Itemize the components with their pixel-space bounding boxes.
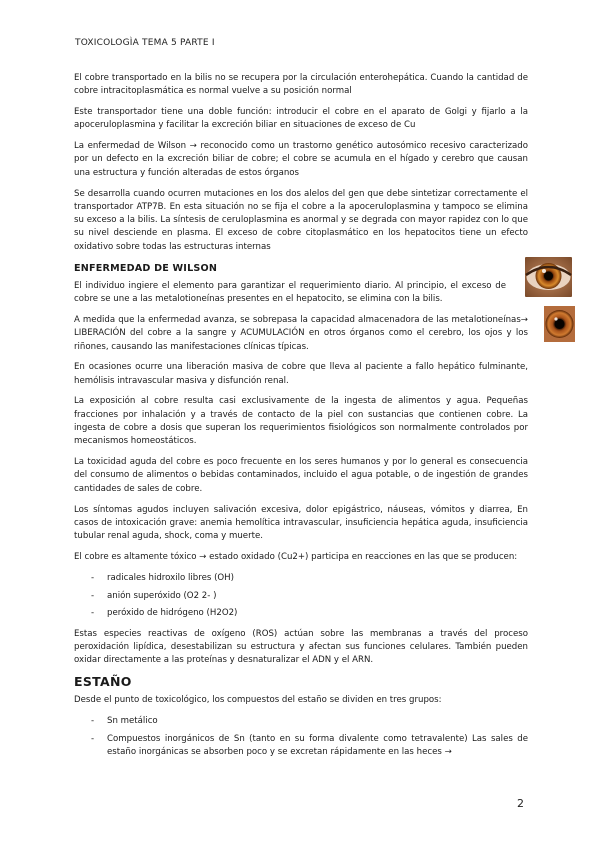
paragraph: El cobre transportado en la bilis no se recupera por la circulación enterohepática. Cuando la cantidad de cobre intracitoplasmática es normal vuelve a su posición normal xyxy=(74,73,528,97)
section-heading-wilson: ENFERMEDAD DE WILSON xyxy=(74,262,218,274)
paragraph: A medida que la enfermedad avanza, se sobrepasa la capacidad almacenadora de las metalotioneínas→ LIBERACIÓN del cobre a la sangre y ACUMULACIÓN en otros órganos como el cerebro, los ojos y los riñones, causando las manifestaciones clínicas típicas. xyxy=(74,314,528,352)
paragraph: En ocasiones ocurre una liberación masiva de cobre que lleva al paciente a fallo hepático fulminante, hemólisis intravascular masiva y disfunción renal. xyxy=(74,362,528,386)
list-bullet: - xyxy=(91,572,95,583)
paragraph: La exposición al cobre resulta casi exclusivamente de la ingesta de alimentos y agua. Pequeñas fracciones por inhalación y a través de contacto de la piel con sustancias que contienen cobre. La ingesta de cobre a dosis que superan los requerimientos fisiológicos son normalmente controlados por mecanismos homeostáticos. xyxy=(74,396,528,447)
list-bullet: - xyxy=(91,608,95,619)
list-bullet: - xyxy=(91,590,95,601)
ros-list xyxy=(74,572,528,621)
paragraph: El cobre es altamente tóxico → estado oxidado (Cu2+) participa en reacciones en las que se producen: xyxy=(74,551,518,562)
paragraph: La toxicidad aguda del cobre es poco frecuente en los seres humanos y por lo general es consecuencia del consumo de alimentos o bebidas contaminados, incluido el agua potable, o de ingestión de grandes cantidades de sales de cobre. xyxy=(74,457,528,494)
list-bullet: - xyxy=(91,716,95,727)
list-item: - Sn metálico xyxy=(74,715,528,728)
page-number: 2 xyxy=(517,797,524,810)
paragraph: El individuo ingiere el elemento para garantizar el requerimiento diario. Al principio, el exceso de cobre se une a las metalotioneínas presentes en el hepatocito, se elimina con la bilis. xyxy=(74,280,506,305)
eye-photo-icon xyxy=(525,257,572,297)
page-header: TOXICOLOGÌA TEMA 5 PARTE I xyxy=(75,38,215,48)
eye-photo-icon xyxy=(544,306,575,342)
paragraph: Los síntomas agudos incluyen salivación excesiva, dolor epigástrico, náuseas, vómitos y diarrea, En casos de intoxicación grave: anemia hemolítica intravascular, insuficiencia hepática aguda, insuficiencia tubular renal aguda, shock, coma y muerte. xyxy=(74,504,528,542)
list-bullet: - xyxy=(91,734,95,745)
section-heading-estano: ESTAÑO xyxy=(74,674,132,690)
paragraph: Este transportador tiene una doble función: introducir el cobre en el aparato de Golgi y fijarlo a la apoceruloplasmina y facilitar la excreción biliar en situaciones de exceso de Cu xyxy=(74,107,528,131)
list-item: - radicales hidroxilo libres (OH) xyxy=(74,572,528,585)
paragraph: Estas especies reactivas de oxígeno (ROS) actúan sobre las membranas a través del proceso peroxidación lipídica, desestabilizan su estructura y afectan sus funciones celulares. También pueden oxidar directamente a las proteínas y desnaturalizar el ADN y el ARN. xyxy=(74,628,528,666)
tin-groups-list xyxy=(74,715,528,759)
paragraph: La enfermedad de Wilson → reconocido como un trastorno genético autosómico recesivo caracterizado por un defecto en la excreción biliar de cobre; el cobre se acumula en el hígado y cerebro que causan una estructura y función alteradas de estos órganos xyxy=(74,141,528,178)
paragraph: Se desarrolla cuando ocurren mutaciones en los dos alelos del gen que debe sintetizar correctamente el transportador ATP7B. En esta situación no se fija el cobre a la apoceruloplasmina y tampoco se elimina su exceso a la bilis. La síntesis de ceruloplasmina es anormal y se degrada con mayor rapidez con lo que su nivel desciende en plasma. El exceso de cobre citoplasmático en los hepatocitos tiene un efecto oxidativo sobre todas las estructuras internas xyxy=(74,188,528,252)
document-body xyxy=(74,72,528,764)
paragraph: Desde el punto de toxicológico, los compuestos del estaño se dividen en tres grupos: xyxy=(74,695,442,706)
list-item: - Compuestos inorgánicos de Sn (tanto en su forma divalente como tetravalente) Las sales de estaño inorgánicas se absorben poco y se excretan rápidamente en las heces → xyxy=(91,734,528,758)
list-item: - anión superóxido (O2 2- ) xyxy=(74,590,528,603)
list-item: - peróxido de hidrógeno (H2O2) xyxy=(74,607,528,620)
